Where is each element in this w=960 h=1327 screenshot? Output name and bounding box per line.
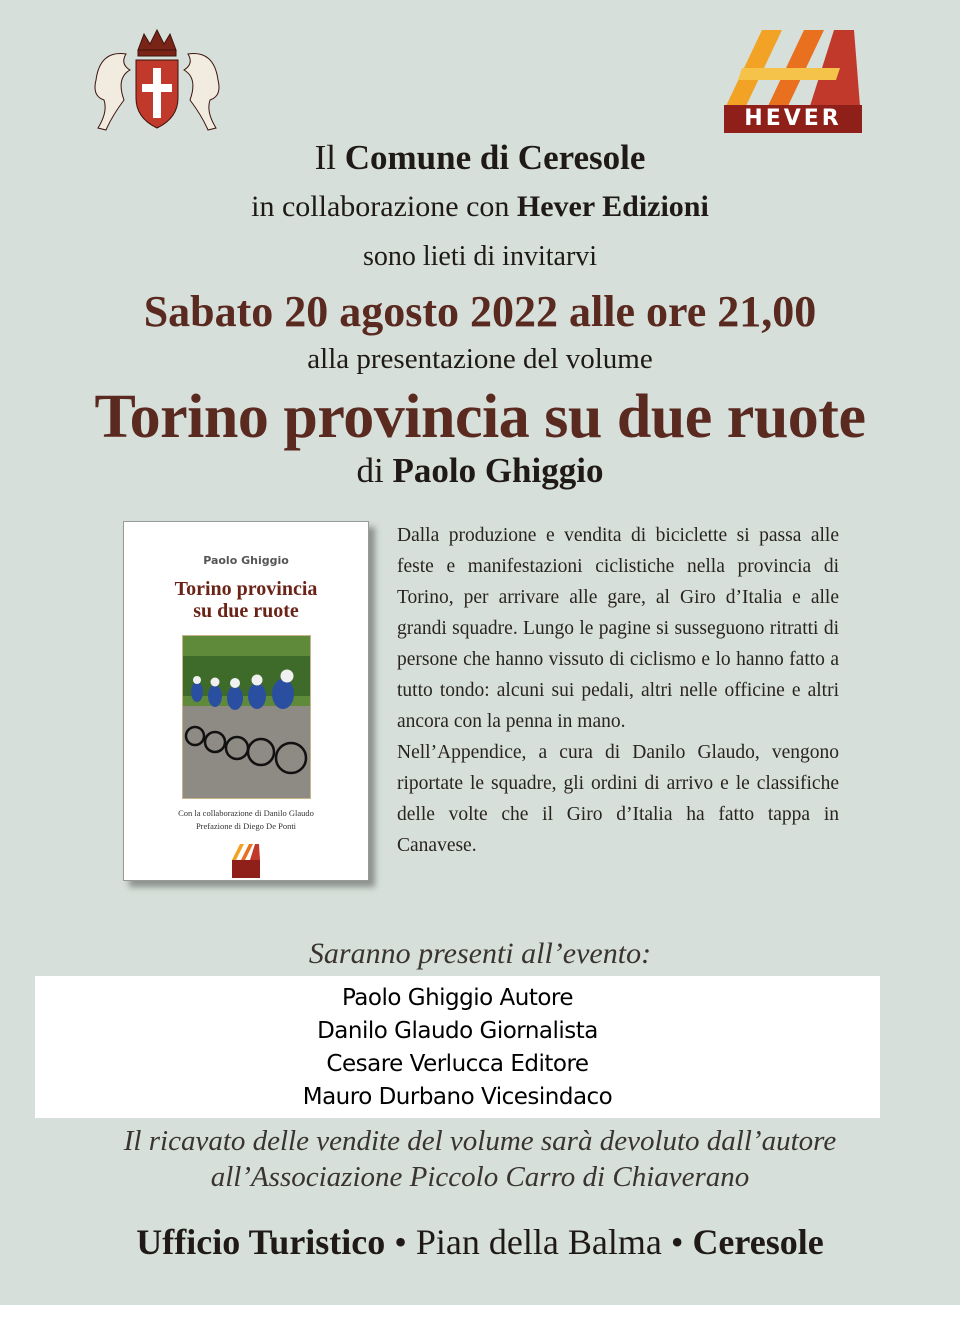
book-title: Torino provincia su due ruote bbox=[94, 383, 866, 451]
cover-credit-collaboration: Con la collaborazione di Danilo Glaudo bbox=[178, 808, 314, 818]
presentation-line: alla presentazione del volume bbox=[307, 343, 653, 375]
venue-separator: • bbox=[394, 1222, 407, 1262]
description-appendix: Nell’Appendice, a cura di Danilo Glaudo, vengono riportate le squadre, gli ordini di arrivo e le classifiche delle volte che il Giro d’Italia ha fatto tappa in Canavese. bbox=[397, 742, 839, 856]
author-name: Paolo Ghiggio bbox=[392, 451, 604, 490]
partner-line bbox=[0, 190, 960, 224]
cyclists-photo bbox=[182, 635, 311, 799]
author-prefix: di bbox=[356, 451, 384, 490]
attendee-item: Danilo Glaudo Giornalista bbox=[317, 1018, 598, 1044]
hever-logo-label: HEVER bbox=[724, 105, 862, 133]
cover-hever-logo-icon bbox=[231, 842, 261, 878]
attendees-heading: Saranno presenti all’evento: bbox=[308, 937, 652, 970]
book-description bbox=[397, 520, 839, 861]
cover-title bbox=[124, 578, 368, 622]
organizer-prefix: Il bbox=[314, 138, 336, 177]
attendee-item: Paolo Ghiggio Autore bbox=[341, 985, 574, 1011]
cover-author: Paolo Ghiggio bbox=[203, 554, 289, 567]
cover-title-line1: Torino provincia bbox=[174, 578, 318, 600]
attendees-box bbox=[35, 976, 880, 1118]
cover-title-line2: su due ruote bbox=[193, 600, 299, 622]
venue-location: Pian della Balma bbox=[415, 1222, 662, 1262]
attendee-item: Mauro Durbano Vicesindaco bbox=[302, 1084, 613, 1110]
cover-credit-preface: Prefazione di Diego De Ponti bbox=[195, 821, 297, 831]
charity-note-line2: all’Associazione Piccolo Carro di Chiaverano bbox=[210, 1161, 750, 1193]
page-bottom-strip bbox=[0, 1305, 960, 1327]
organizer-line bbox=[0, 138, 960, 178]
cover-credits bbox=[124, 807, 368, 833]
partner-name: Hever Edizioni bbox=[516, 190, 709, 223]
venue-town: Ceresole bbox=[692, 1222, 824, 1262]
partner-prefix: in collaborazione con bbox=[251, 190, 510, 223]
venue-separator: • bbox=[670, 1222, 684, 1262]
savoy-crest-icon bbox=[86, 20, 228, 138]
attendee-item: Cesare Verlucca Editore bbox=[326, 1051, 589, 1077]
book-cover bbox=[123, 521, 369, 881]
organizer-name: Comune di Ceresole bbox=[344, 138, 646, 177]
venue-office: Ufficio Turistico bbox=[136, 1222, 386, 1262]
invite-line: sono lieti di invitarvi bbox=[362, 241, 598, 272]
book-author-line bbox=[0, 451, 960, 491]
charity-note-line1: Il ricavato delle vendite del volume sarà devoluto dall’autore bbox=[123, 1125, 837, 1157]
venue-footer bbox=[0, 1221, 960, 1263]
description-paragraph: Dalla produzione e vendita di biciclette si passa alle feste e manifestazioni ciclistiche nella provincia di Torino, per arrivare alle gare, al Giro d’Italia e alle grandi squadre. Lungo le pagine si susseguono ritratti di persone che hanno vissuto di ciclismo e lo hanno fatto a tutto tondo: alcuni sui pedali, altri nelle officine e altri ancora con la penna in mano. bbox=[397, 525, 839, 732]
event-date: Sabato 20 agosto 2022 alle ore 21,00 bbox=[143, 287, 817, 336]
